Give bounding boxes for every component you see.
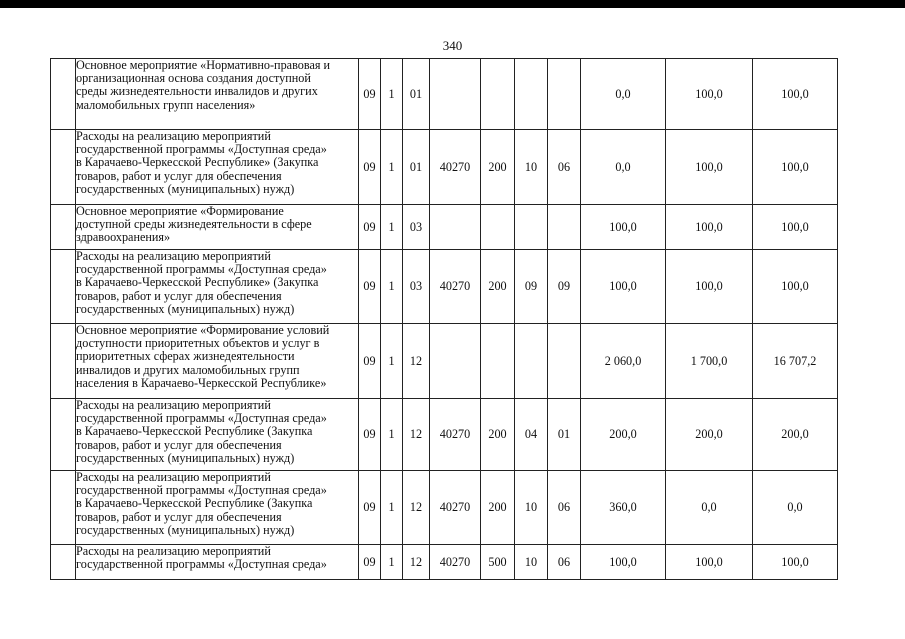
amount-year-2: 100,0 [666, 545, 753, 580]
index-cell [51, 324, 76, 399]
amount-year-1: 100,0 [581, 250, 666, 324]
amount-year-2: 200,0 [666, 399, 753, 471]
amount-year-3: 100,0 [753, 205, 838, 250]
table-row [51, 545, 838, 580]
code-expense-type: 200 [481, 471, 515, 545]
index-cell [51, 471, 76, 545]
code-subsection [548, 59, 581, 130]
code-activity: 12 [403, 399, 430, 471]
code-section [515, 205, 548, 250]
index-cell [51, 130, 76, 205]
code-subsection: 06 [548, 471, 581, 545]
amount-year-2: 100,0 [666, 59, 753, 130]
amount-year-3: 100,0 [753, 59, 838, 130]
code-direction: 40270 [430, 250, 481, 324]
amount-year-2: 100,0 [666, 130, 753, 205]
code-expense-type: 500 [481, 545, 515, 580]
code-direction: 40270 [430, 399, 481, 471]
code-direction: 40270 [430, 130, 481, 205]
code-program: 1 [381, 130, 403, 205]
index-cell [51, 59, 76, 130]
amount-year-3: 100,0 [753, 250, 838, 324]
table-row [51, 205, 838, 250]
code-program: 1 [381, 399, 403, 471]
code-subsection: 06 [548, 130, 581, 205]
expense-name: Основное мероприятие «Формирование доступной среды жизнедеятельности в сфере здравоохранения» [76, 205, 359, 250]
code-activity: 03 [403, 250, 430, 324]
index-cell [51, 399, 76, 471]
code-direction [430, 205, 481, 250]
code-activity: 01 [403, 59, 430, 130]
code-program: 1 [381, 471, 403, 545]
amount-year-1: 0,0 [581, 130, 666, 205]
code-program: 1 [381, 324, 403, 399]
code-activity: 12 [403, 545, 430, 580]
code-direction: 40270 [430, 545, 481, 580]
amount-year-3: 0,0 [753, 471, 838, 545]
amount-year-2: 1 700,0 [666, 324, 753, 399]
amount-year-3: 100,0 [753, 130, 838, 205]
expense-name: Основное мероприятие «Нормативно-правовая и организационная основа создания доступной среды жизнедеятельности инвалидов и других маломобильных групп населения» [76, 59, 359, 130]
code-ministry: 09 [359, 545, 381, 580]
code-direction: 40270 [430, 471, 481, 545]
amount-year-2: 0,0 [666, 471, 753, 545]
expense-name: Расходы на реализацию мероприятий государственной программы «Доступная среда» в Карачаево-Черкесской Республике (Закупка товаров, работ и услуг для обеспечения государственных (муниципальных) нужд) [76, 471, 359, 545]
expense-name: Расходы на реализацию мероприятий государственной программы «Доступная среда» в Карачаево-Черкесской Республике» (Закупка товаров, работ и услуг для обеспечения государственных (муниципальных) нужд) [76, 130, 359, 205]
code-ministry: 09 [359, 250, 381, 324]
amount-year-2: 100,0 [666, 205, 753, 250]
amount-year-1: 0,0 [581, 59, 666, 130]
amount-year-1: 200,0 [581, 399, 666, 471]
code-activity: 12 [403, 471, 430, 545]
code-program: 1 [381, 205, 403, 250]
amount-year-2: 100,0 [666, 250, 753, 324]
code-subsection [548, 324, 581, 399]
amount-year-1: 100,0 [581, 545, 666, 580]
code-activity: 01 [403, 130, 430, 205]
code-section: 10 [515, 545, 548, 580]
table-row [51, 130, 838, 205]
amount-year-1: 360,0 [581, 471, 666, 545]
code-program: 1 [381, 545, 403, 580]
code-program: 1 [381, 250, 403, 324]
code-subsection: 01 [548, 399, 581, 471]
index-cell [51, 545, 76, 580]
code-ministry: 09 [359, 205, 381, 250]
code-expense-type [481, 324, 515, 399]
code-ministry: 09 [359, 130, 381, 205]
code-section: 09 [515, 250, 548, 324]
code-program: 1 [381, 59, 403, 130]
code-ministry: 09 [359, 399, 381, 471]
table-row [51, 324, 838, 399]
code-ministry: 09 [359, 59, 381, 130]
amount-year-1: 100,0 [581, 205, 666, 250]
code-direction [430, 59, 481, 130]
amount-year-3: 200,0 [753, 399, 838, 471]
code-direction [430, 324, 481, 399]
code-section [515, 324, 548, 399]
code-section [515, 59, 548, 130]
expense-name: Расходы на реализацию мероприятий государственной программы «Доступная среда» [76, 545, 359, 580]
index-cell [51, 250, 76, 324]
table-row [51, 250, 838, 324]
index-cell [51, 205, 76, 250]
code-ministry: 09 [359, 324, 381, 399]
code-ministry: 09 [359, 471, 381, 545]
code-expense-type [481, 205, 515, 250]
code-activity: 12 [403, 324, 430, 399]
scan-top-border [0, 0, 905, 8]
code-expense-type [481, 59, 515, 130]
table-row [51, 59, 838, 130]
code-expense-type: 200 [481, 250, 515, 324]
amount-year-3: 16 707,2 [753, 324, 838, 399]
code-expense-type: 200 [481, 130, 515, 205]
expense-name: Расходы на реализацию мероприятий государственной программы «Доступная среда» в Карачаево-Черкесской Республике (Закупка товаров, работ и услуг для обеспечения государственных (муниципальных) нужд) [76, 399, 359, 471]
amount-year-1: 2 060,0 [581, 324, 666, 399]
code-subsection: 09 [548, 250, 581, 324]
table-row [51, 399, 838, 471]
budget-table [50, 58, 838, 580]
table-row [51, 471, 838, 545]
code-section: 10 [515, 471, 548, 545]
code-section: 10 [515, 130, 548, 205]
expense-name: Расходы на реализацию мероприятий государственной программы «Доступная среда» в Карачаево-Черкесской Республике» (Закупка товаров, работ и услуг для обеспечения государственных (муниципальных) нужд) [76, 250, 359, 324]
code-expense-type: 200 [481, 399, 515, 471]
code-subsection: 06 [548, 545, 581, 580]
expense-name: Основное мероприятие «Формирование условий доступности приоритетных объектов и услуг в приоритетных сферах жизнедеятельности инвалидов и других маломобильных групп населения в Карачаево-Черкесской Республике» [76, 324, 359, 399]
code-subsection [548, 205, 581, 250]
amount-year-3: 100,0 [753, 545, 838, 580]
page-number: 340 [442, 38, 463, 53]
code-activity: 03 [403, 205, 430, 250]
code-section: 04 [515, 399, 548, 471]
